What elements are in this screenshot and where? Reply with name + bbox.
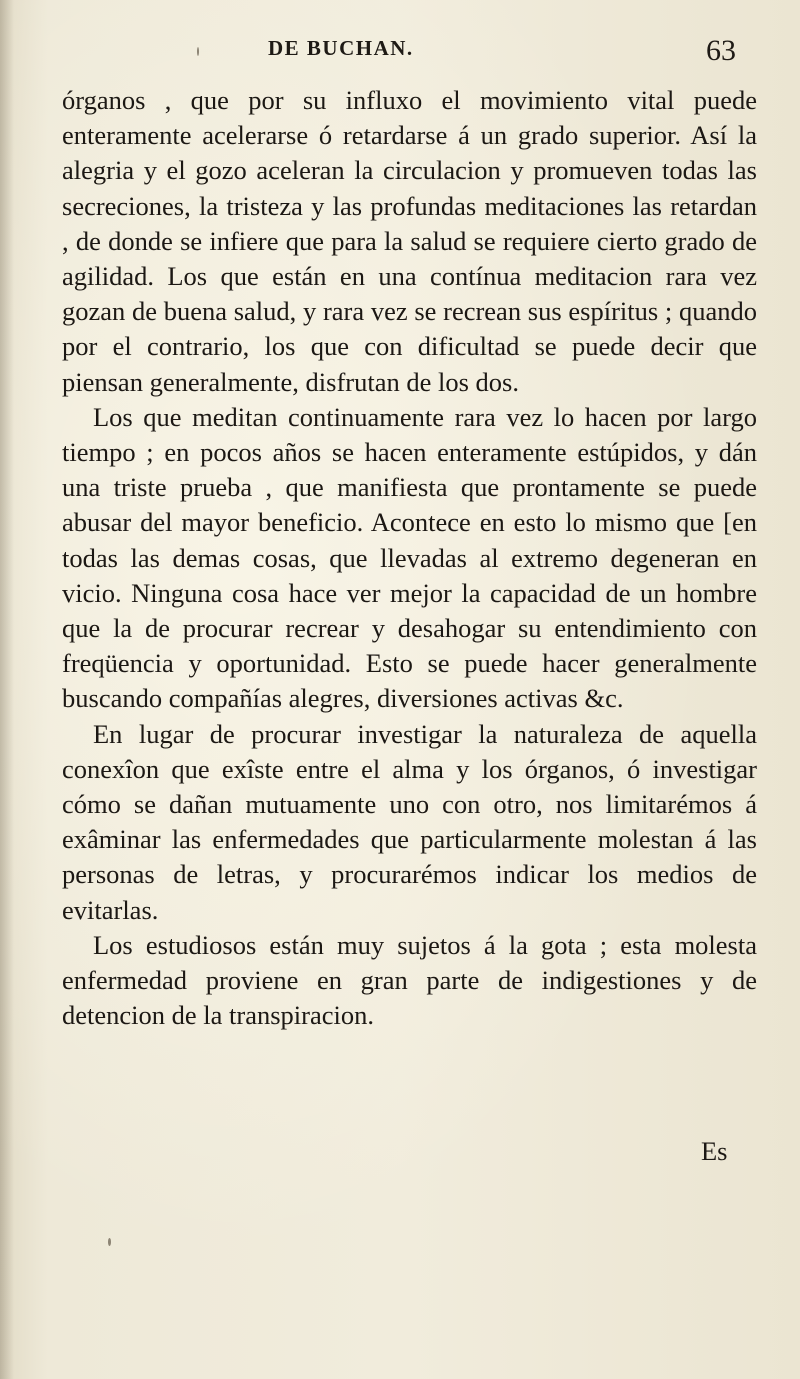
paragraph-3: En lugar de procurar investigar la naturaleza de aquella conexîon que exîste entre el alma y los órganos, ó investigar cómo se dañan mutuamente uno con otro, nos limitarémos á exâminar las enfermedades que particularmente molestan á las personas de letras, y procurarémos indicar los medios de evitarlas. bbox=[62, 718, 757, 925]
running-head: DE BUCHAN. bbox=[268, 36, 414, 60]
page-number: 63 bbox=[706, 34, 736, 67]
body-text bbox=[62, 83, 757, 1033]
catchword: Es bbox=[701, 1136, 728, 1166]
paragraph-2: Los que meditan continuamente rara vez lo hacen por largo tiempo ; en pocos años se hacen enteramente estúpidos, y dán una triste prueba , que manifiesta que prontamente se puede abusar del mayor beneficio. Acontece en esto lo mismo que [en todas las demas cosas, que llevadas al extremo degeneran en vicio. Ninguna cosa hace ver mejor la capacidad de un hombre que la de procurar recrear y desahogar su entendimiento con freqüencia y oportunidad. Esto se puede hacer generalmente buscando compañías alegres, diversiones activas &c. bbox=[62, 401, 757, 714]
page-header bbox=[0, 36, 800, 76]
gutter-shadow bbox=[0, 0, 14, 1379]
paper-speck bbox=[197, 47, 199, 56]
paragraph-4: Los estudiosos están muy sujetos á la gota ; esta molesta enfermedad proviene en gran parte de indigestiones y de detencion de la transpiracion. bbox=[62, 929, 757, 1031]
paragraph-1: órganos , que por su influxo el movimiento vital puede enteramente acelerarse ó retardarse á un grado superior. Así la alegria y el gozo aceleran la circulacion y promueven todas las secreciones, la tristeza y las profundas meditaciones las retardan , de donde se infiere que para la salud se requiere cierto grado de agilidad. Los que están en una contínua meditacion rara vez gozan de buena salud, y rara vez se recrean sus espíritus ; quando por el contrario, los que con dificultad se puede decir que piensan generalmente, disfrutan de los dos. bbox=[62, 85, 757, 397]
paper-speck bbox=[108, 1238, 111, 1246]
